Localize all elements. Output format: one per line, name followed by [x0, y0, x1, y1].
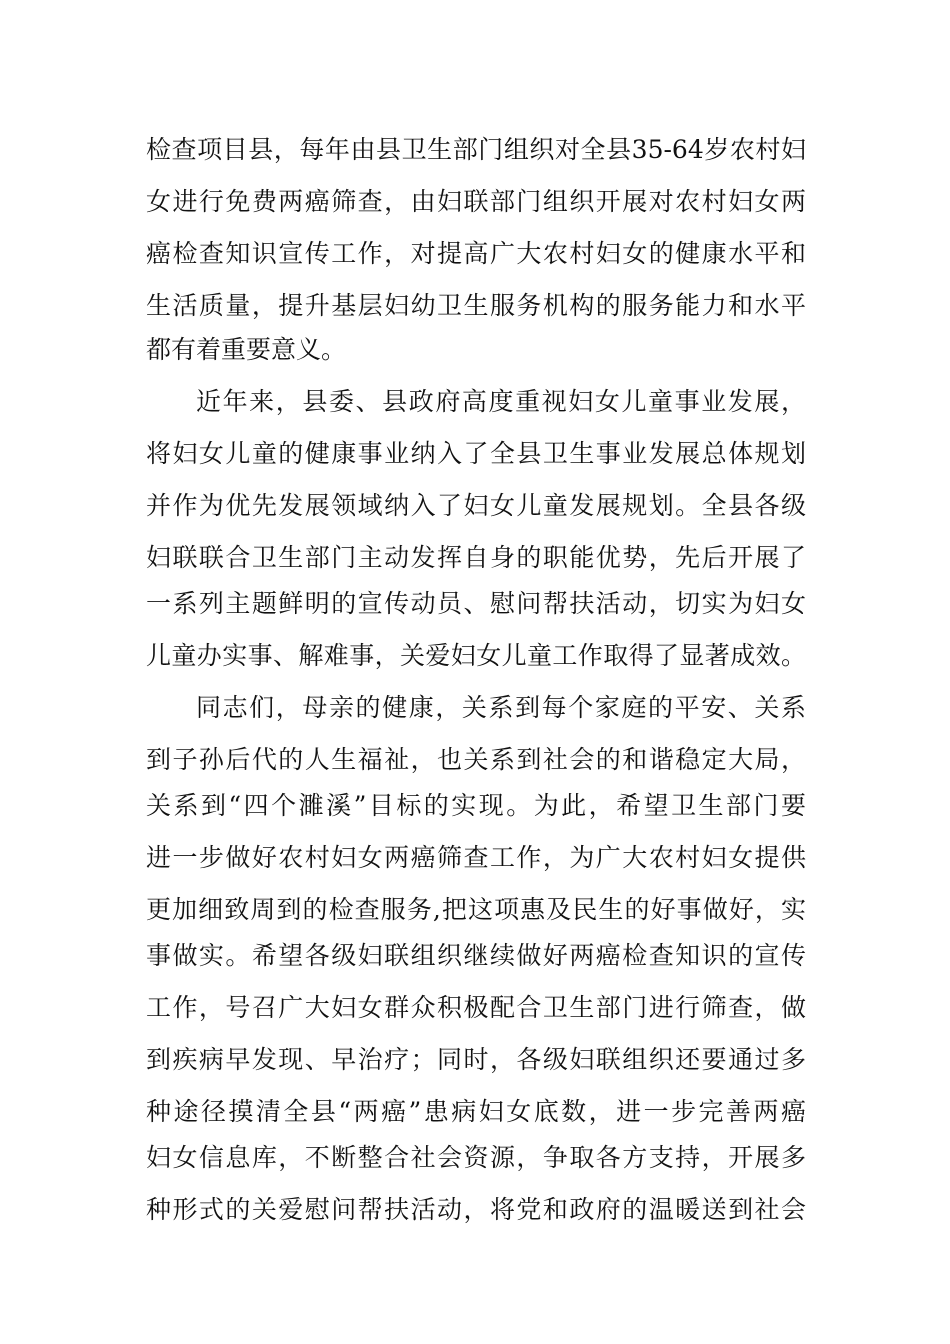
text-line: 女进行免费两癌筛查，由妇联部门组织开展对农村妇女两: [146, 187, 806, 216]
text-line: 关系到“四个濉溪”目标的实现。为此，希望卫生部门要: [146, 791, 806, 820]
text-line: 种形式的关爱慰问帮扶活动，将党和政府的温暖送到社会: [146, 1195, 806, 1224]
text-line: 一系列主题鲜明的宣传动员、慰问帮扶活动，切实为妇女: [146, 589, 806, 618]
text-line: 事做实。希望各级妇联组织继续做好两癌检查知识的宣传: [146, 941, 806, 970]
text-line: 进一步做好农村妇女两癌筛查工作，为广大农村妇女提供: [146, 843, 806, 872]
text-line: 都有着重要意义。: [146, 335, 347, 364]
text-line: 工作，号召广大妇女群众积极配合卫生部门进行筛查，做: [146, 993, 806, 1022]
text-line: 种途径摸清全县“两癌”患病妇女底数，进一步完善两癌: [146, 1097, 806, 1126]
text-line: 儿童办实事、解难事，关爱妇女儿童工作取得了显著成效。: [146, 641, 806, 670]
text-line: 将妇女儿童的健康事业纳入了全县卫生事业发展总体规划: [146, 439, 806, 468]
text-line: 并作为优先发展领域纳入了妇女儿童发展规划。全县各级: [146, 491, 806, 520]
text-line: 检查项目县，每年由县卫生部门组织对全县35-64岁农村妇: [146, 135, 806, 164]
text-line: 妇联联合卫生部门主动发挥自身的职能优势，先后开展了: [146, 543, 806, 572]
text-line: 妇女信息库，不断整合社会资源，争取各方支持，开展多: [146, 1143, 806, 1172]
text-line: 到疾病早发现、早治疗；同时，各级妇联组织还要通过多: [146, 1045, 806, 1074]
paragraph-first-line: 近年来，县委、县政府高度重视妇女儿童事业发展，: [196, 387, 806, 416]
text-line: 更加细致周到的检查服务,把这项惠及民生的好事做好，实: [146, 895, 806, 924]
text-line: 到子孙后代的人生福祉，也关系到社会的和谐稳定大局，: [146, 745, 806, 774]
paragraph-first-line: 同志们，母亲的健康，关系到每个家庭的平安、关系: [196, 693, 806, 722]
text-line: 癌检查知识宣传工作，对提高广大农村妇女的健康水平和: [146, 239, 806, 268]
text-line: 生活质量，提升基层妇幼卫生服务机构的服务能力和水平: [146, 291, 806, 320]
